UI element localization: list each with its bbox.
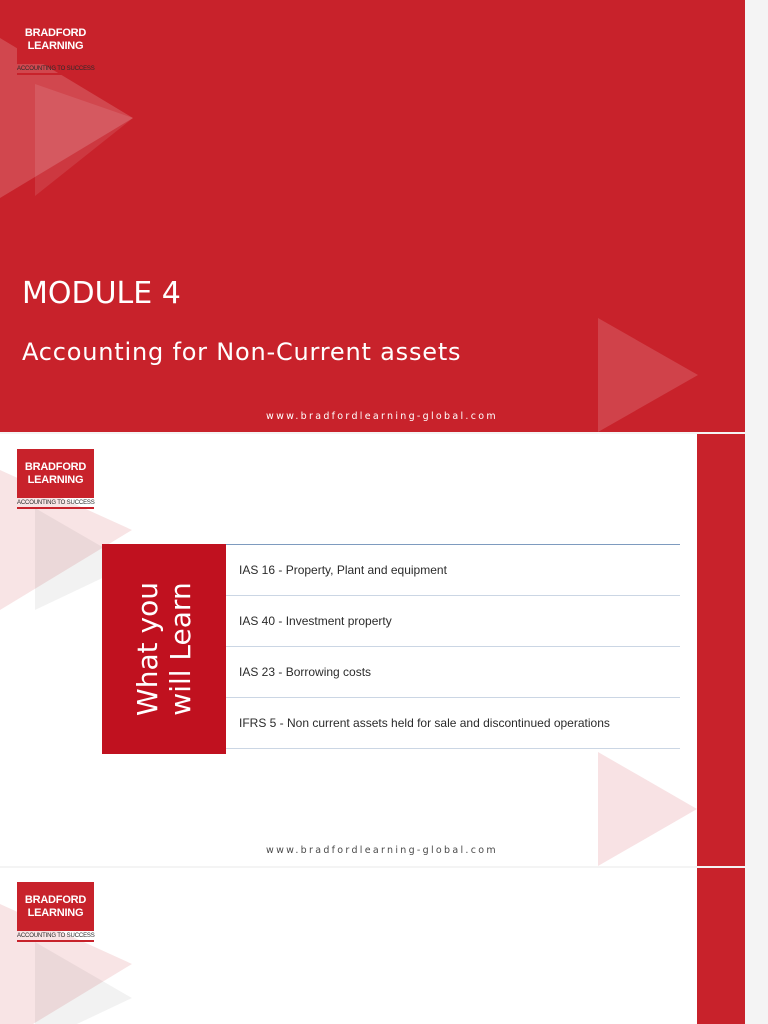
brand-logo — [17, 882, 94, 942]
logo-underline — [17, 940, 94, 942]
footer-url: www.bradfordlearning-global.com — [266, 845, 498, 856]
logo-name-line2: LEARNING — [27, 906, 84, 919]
play-triangle-decoration — [598, 752, 697, 866]
slide-next — [0, 868, 745, 1024]
topic-row — [226, 596, 680, 647]
logo-box — [17, 449, 94, 498]
side-label-box — [102, 544, 226, 754]
logo-box — [17, 15, 94, 64]
logo-underline — [17, 73, 94, 75]
topic-text: IAS 40 - Investment property — [239, 614, 392, 628]
side-label — [131, 582, 197, 716]
slide-side-bar — [697, 868, 745, 1024]
brand-logo — [17, 449, 94, 509]
module-title: MODULE 4 — [22, 276, 181, 311]
topic-text: IAS 16 - Property, Plant and equipment — [239, 563, 447, 577]
logo-tagline: ACCOUNTING TO SUCCESS — [17, 933, 95, 939]
module-subtitle: Accounting for Non-Current assets — [22, 338, 462, 366]
logo-name-line2: LEARNING — [27, 473, 84, 486]
topic-row — [226, 545, 680, 596]
slide-decorations — [0, 0, 745, 432]
brand-logo — [17, 15, 94, 75]
topic-row — [226, 647, 680, 698]
side-label-line1: What you — [131, 582, 164, 716]
logo-tagline: ACCOUNTING TO SUCCESS — [17, 66, 95, 72]
logo-name-line2: LEARNING — [27, 39, 84, 52]
logo-tagline: ACCOUNTING TO SUCCESS — [17, 500, 95, 506]
topic-row — [226, 698, 680, 749]
play-triangle-decoration — [598, 318, 698, 432]
topic-text: IAS 23 - Borrowing costs — [239, 665, 372, 679]
topic-text: IFRS 5 - Non current assets held for sale and discontinued operations — [239, 716, 610, 730]
logo-name-line1: BRADFORD — [24, 26, 87, 39]
slide-side-bar — [697, 434, 745, 866]
side-label-line2: will Learn — [164, 582, 197, 716]
slide-decorations — [0, 868, 745, 1024]
slide-title — [0, 0, 745, 432]
footer-url: www.bradfordlearning-global.com — [266, 411, 498, 422]
slide-learning-outcomes — [0, 434, 745, 866]
topic-list — [226, 544, 680, 749]
learning-topics-table — [102, 544, 680, 754]
logo-box — [17, 882, 94, 931]
logo-name-line1: BRADFORD — [24, 893, 87, 906]
logo-name-line1: BRADFORD — [24, 460, 87, 473]
logo-underline — [17, 507, 94, 509]
